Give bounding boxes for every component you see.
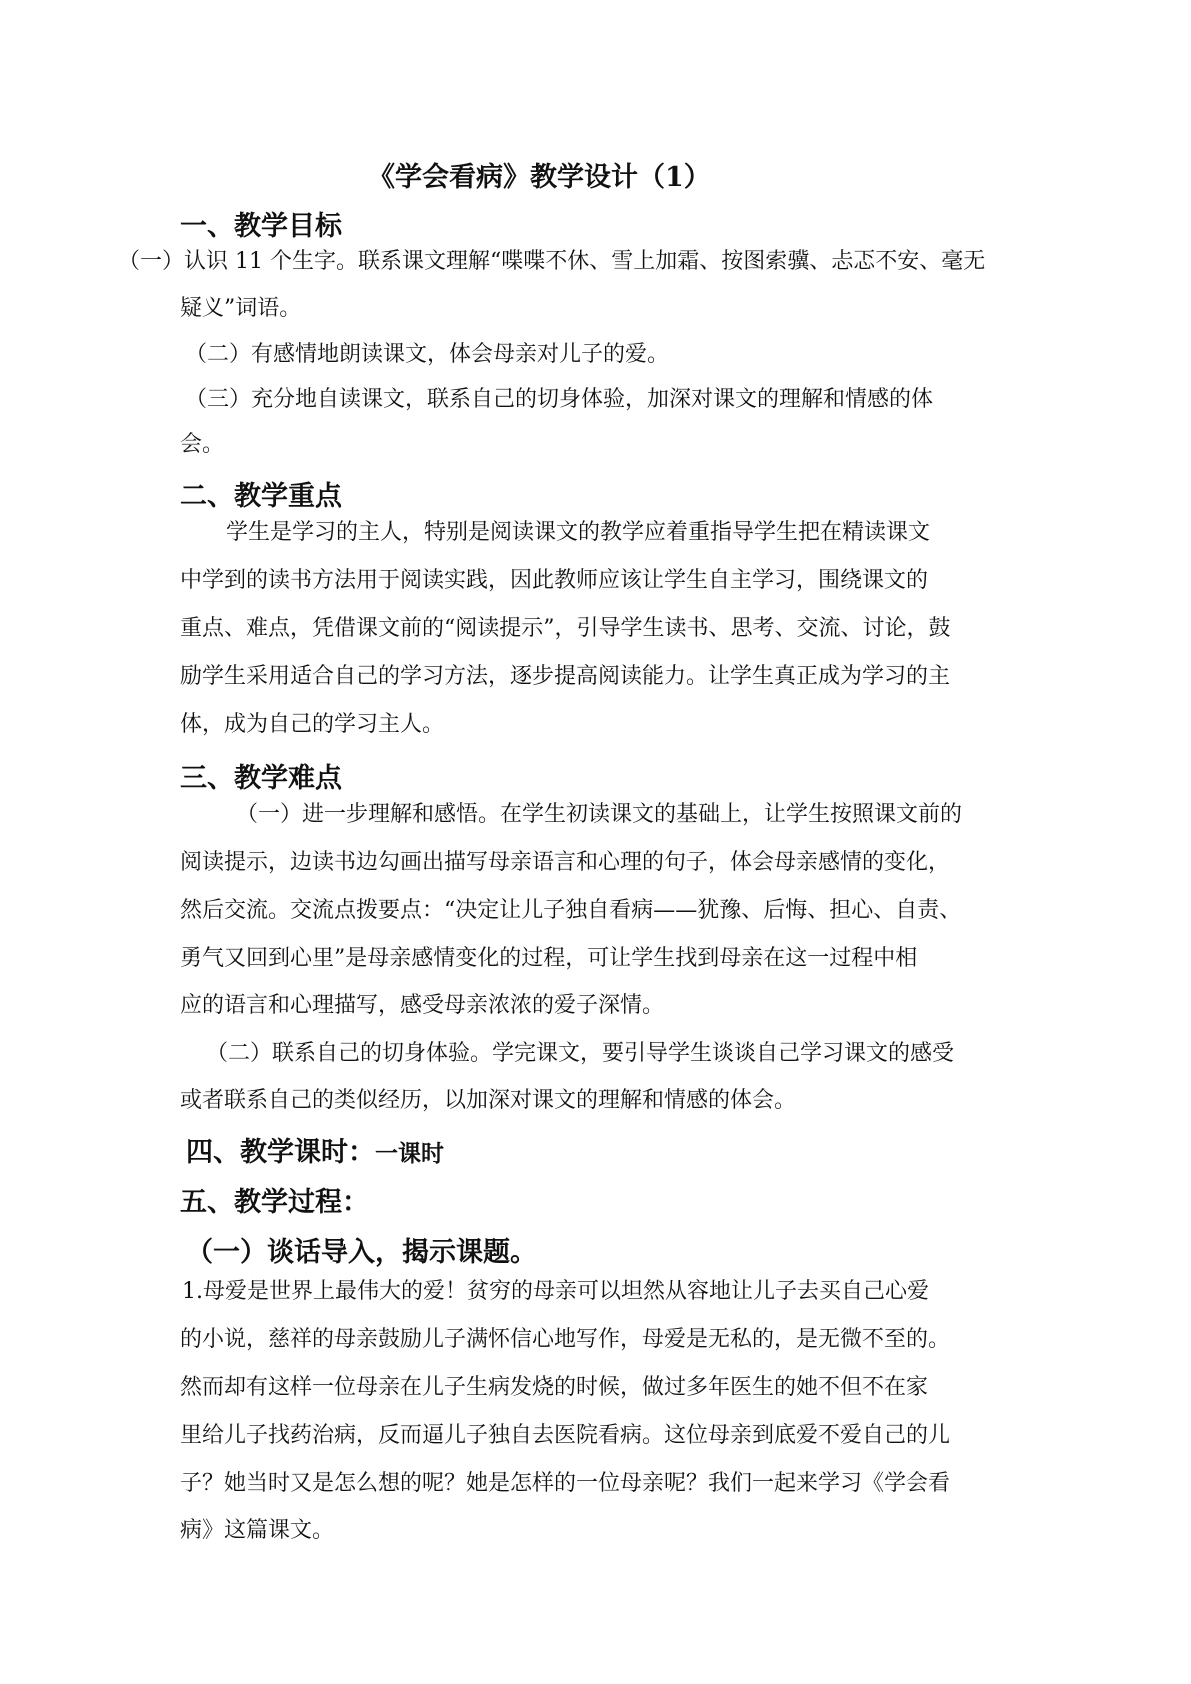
difficulties-line-1: （一）进一步理解和感悟。在学生初读课文的基础上，让学生按照课文前的 <box>236 802 963 827</box>
goals-line-3: （二）有感情地朗读课文，体会母亲对儿子的爱。 <box>185 342 670 367</box>
heading-hours <box>186 1130 444 1169</box>
heading-difficulties: 三、教学难点 <box>180 763 342 794</box>
difficulties-line-6: （二）联系自己的切身体验。学完课文，要引导学生谈谈自己学习课文的感受 <box>206 1041 955 1066</box>
process-line-1: 1.母爱是世界上最伟大的爱！贫穷的母亲可以坦然从容地让儿子去买自己心爱 <box>182 1279 929 1304</box>
process-line-2: 的小说，慈祥的母亲鼓励儿子满怀信心地写作，母爱是无私的，是无微不至的。 <box>180 1327 951 1352</box>
process-line-6: 病》这篇课文。 <box>180 1518 335 1543</box>
difficulties-line-3: 然后交流。交流点拨要点：“决定让儿子独自看病——犹豫、后悔、担心、自责、 <box>180 898 962 923</box>
key-points-line-3: 重点、难点，凭借课文前的“阅读提示”，引导学生读书、思考、交流、讨论，鼓 <box>180 616 951 641</box>
heading-key-points: 二、教学重点 <box>180 481 342 512</box>
goals-line-5: 会。 <box>180 432 225 457</box>
hours-heading-label: 四、教学课时： <box>186 1137 375 1168</box>
hours-value: 一课时 <box>375 1140 444 1167</box>
process-line-3: 然而却有这样一位母亲在儿子生病发烧的时候，做过多年医生的她不但不在家 <box>180 1375 929 1400</box>
difficulties-line-4: 勇气又回到心里”是母亲感情变化的过程，可让学生找到母亲在这一过程中相 <box>180 946 918 971</box>
difficulties-line-5: 应的语言和心理描写，感受母亲浓浓的爱子深情。 <box>180 993 665 1018</box>
heading-goals: 一、教学目标 <box>180 211 342 242</box>
key-points-line-2: 中学到的读书方法用于阅读实践，因此教师应该让学生自主学习，围绕课文的 <box>180 568 929 593</box>
difficulties-line-2: 阅读提示，边读书边勾画出描写母亲语言和心理的句子，体会母亲感情的变化， <box>180 850 951 875</box>
goals-line-2: 疑义”词语。 <box>180 296 302 321</box>
key-points-line-5: 体，成为自己的学习主人。 <box>180 712 445 737</box>
difficulties-line-7: 或者联系自己的类似经历，以加深对课文的理解和情感的体会。 <box>180 1088 797 1113</box>
process-line-4: 里给儿子找药治病，反而逼儿子独自去医院看病。这位母亲到底爱不爱自己的儿 <box>180 1423 951 1448</box>
goals-line-4: （三）充分地自读课文，联系自己的切身体验，加深对课文的理解和情感的体 <box>185 387 934 412</box>
key-points-line-4: 励学生采用适合自己的学习方法，逐步提高阅读能力。让学生真正成为学习的主 <box>180 664 951 689</box>
document-title: 《学会看病》教学设计（1） <box>368 162 711 193</box>
sub-heading-intro: （一）谈话导入，揭示课题。 <box>186 1237 537 1268</box>
goals-line-1: （一）认识 11 个生字。联系课文理解“喋喋不休、雪上加霜、按图索骥、忐忑不安、毫无 <box>118 249 986 274</box>
key-points-line-1: 学生是学习的主人，特别是阅读课文的教学应着重指导学生把在精读课文 <box>226 520 931 545</box>
process-line-5: 子？她当时又是怎么想的呢？她是怎样的一位母亲呢？我们一起来学习《学会看 <box>180 1471 951 1496</box>
heading-process: 五、教学过程： <box>180 1187 369 1218</box>
